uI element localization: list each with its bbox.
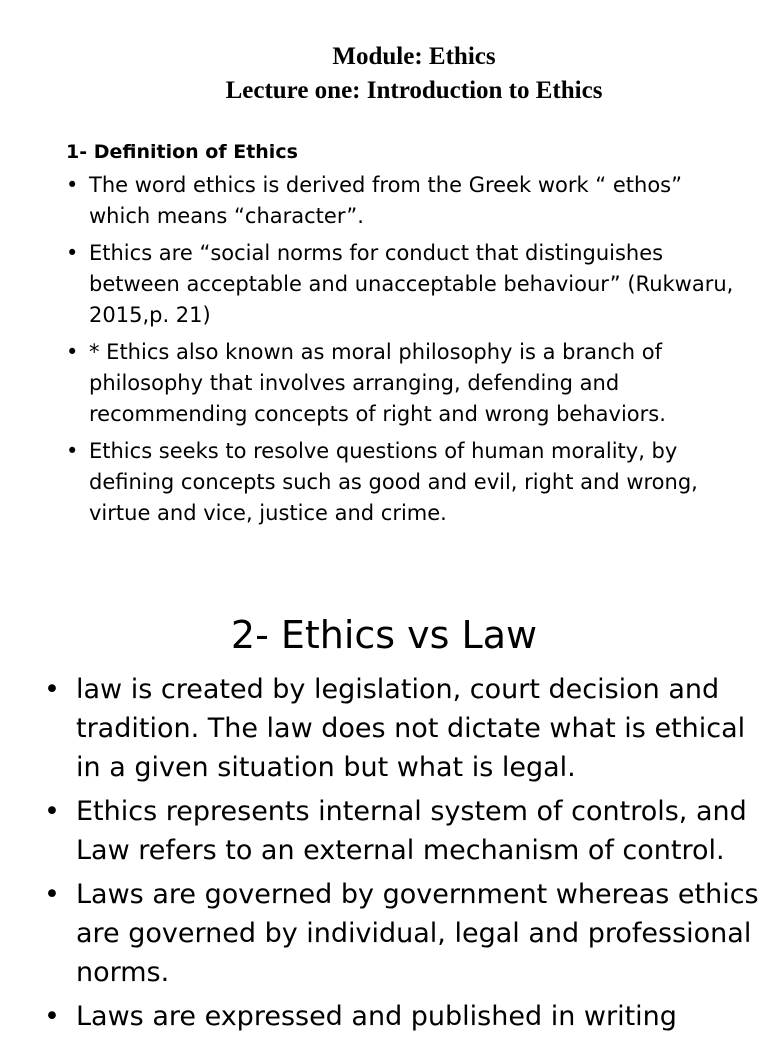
list-item xyxy=(44,792,764,870)
bullet-icon: • xyxy=(66,173,79,197)
section-ethics-vs-law xyxy=(44,670,764,1041)
list-item xyxy=(66,238,746,331)
list-item xyxy=(44,875,764,992)
list-item xyxy=(66,337,746,430)
list-item xyxy=(44,997,764,1036)
bullet-icon: • xyxy=(66,340,79,364)
list-item-text: Ethics seeks to resolve questions of human morality, by defining concepts such as good and evil, right and wrong, virtue and vice, justice and crime. xyxy=(89,439,698,525)
list-item-text: * Ethics also known as moral philosophy is a branch of philosophy that involves arranging, defending and recommending concepts of right and wrong behaviors. xyxy=(89,340,666,426)
module-title: Module: Ethics xyxy=(332,43,496,70)
list-item-text: Ethics are “social norms for conduct that distinguishes between acceptable and unacceptable behaviour” (Rukwaru, 2015,p. 21) xyxy=(89,241,734,327)
section-title: 2- Ethics vs Law xyxy=(230,613,538,657)
comparison-list xyxy=(44,670,764,1036)
lecture-title: Lecture one: Introduction to Ethics xyxy=(225,77,603,104)
list-item xyxy=(66,436,746,529)
list-item-text: Laws are expressed and published in writing xyxy=(76,1001,677,1032)
bullet-icon: • xyxy=(44,879,60,910)
bullet-icon: • xyxy=(44,796,60,827)
list-item xyxy=(66,170,746,232)
list-item xyxy=(44,670,764,787)
section-definition xyxy=(66,138,746,535)
bullet-icon: • xyxy=(66,439,79,463)
list-item-text: law is created by legislation, court decision and tradition. The law does not dictate what is ethical in a given situation but what is legal. xyxy=(76,674,746,783)
list-item-text: The word ethics is derived from the Greek work “ ethos” which means “character”. xyxy=(89,173,682,228)
page-header xyxy=(0,40,768,108)
bullet-icon: • xyxy=(66,241,79,265)
definition-list xyxy=(66,170,746,529)
list-item-text: Ethics represents internal system of controls, and Law refers to an external mechanism of control. xyxy=(76,796,747,866)
bullet-icon: • xyxy=(44,1001,60,1032)
bullet-icon: • xyxy=(44,674,60,705)
section-heading: 1- Definition of Ethics xyxy=(66,141,298,163)
list-item-text: Laws are governed by government whereas ethics are governed by individual, legal and professional norms. xyxy=(76,879,759,988)
